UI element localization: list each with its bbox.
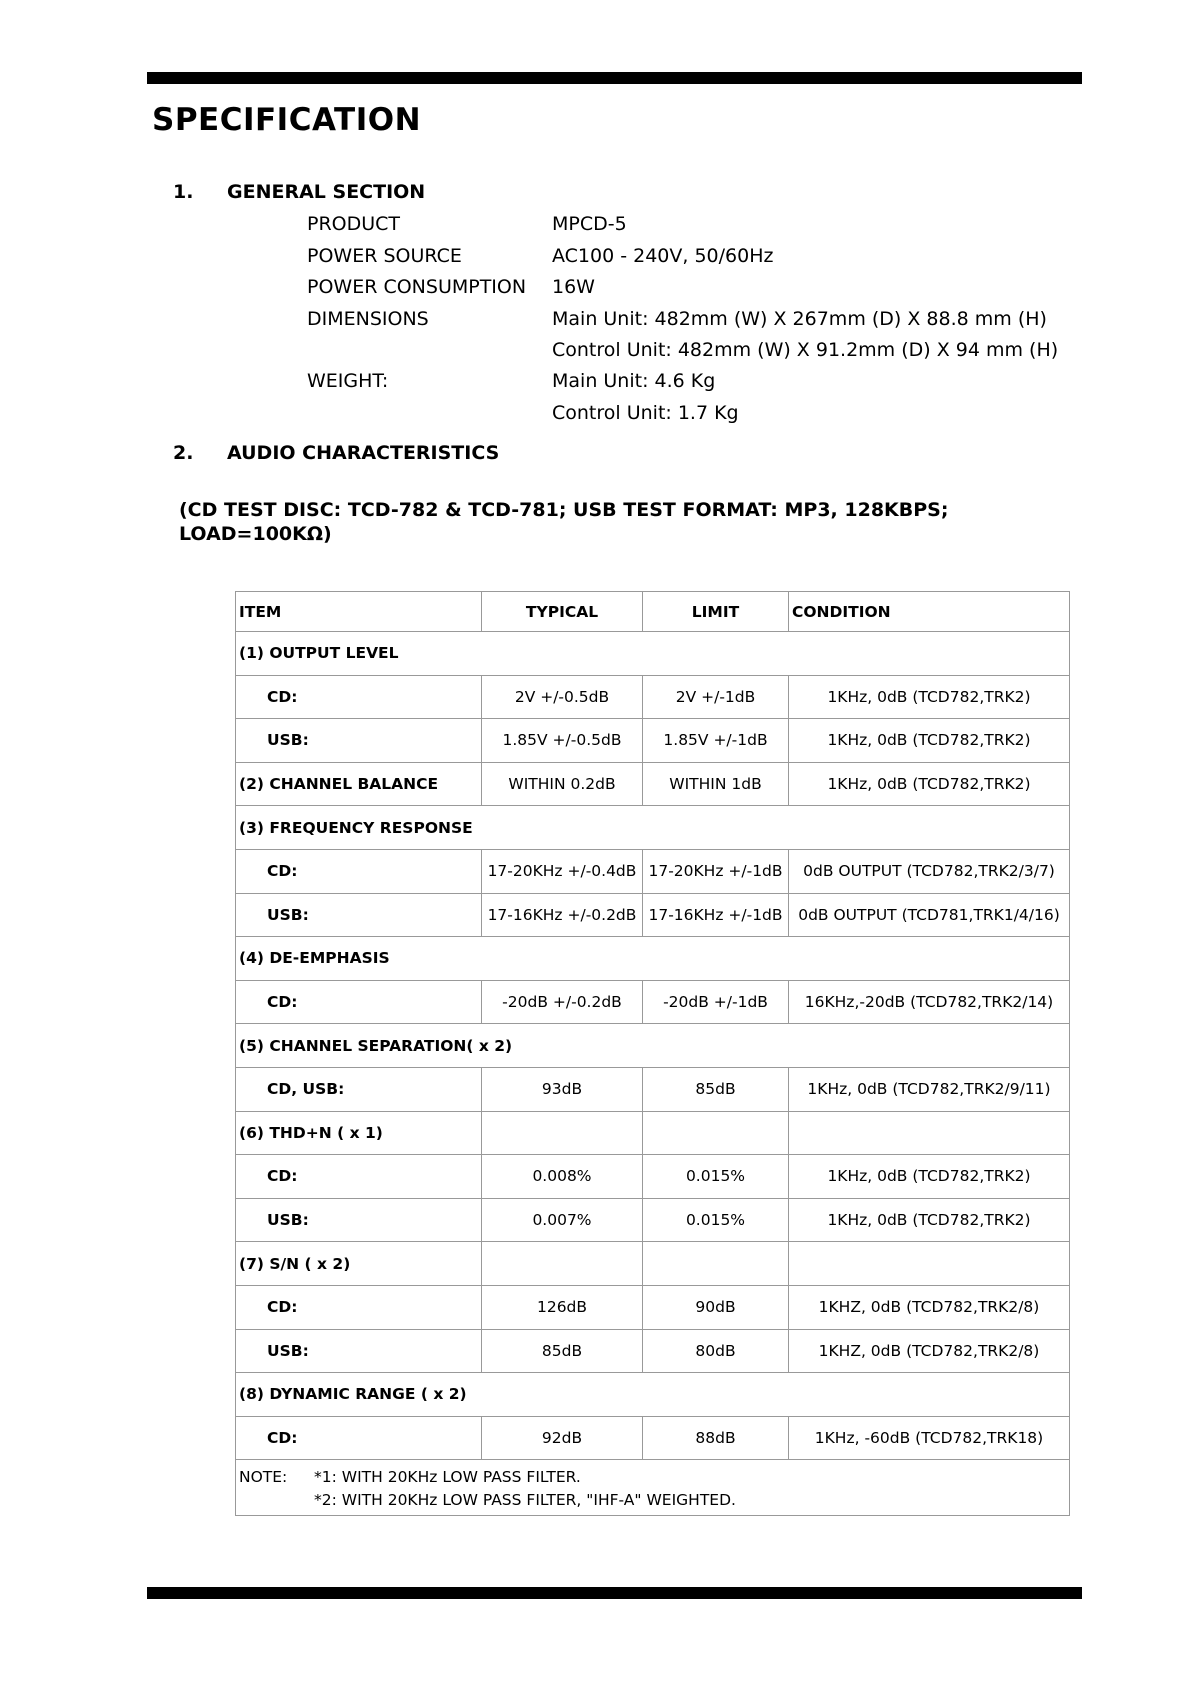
condition-cell: 1KHz, 0dB (TCD782,TRK2) [789,675,1070,719]
item-label: USB: [236,1198,482,1242]
table-row [236,893,1070,937]
table-row [236,1242,1070,1286]
header-limit: LIMIT [643,592,789,632]
condition-cell: 1KHz, 0dB (TCD782,TRK2) [789,719,1070,763]
condition-cell: 1KHz, 0dB (TCD782,TRK2) [789,762,1070,806]
spec-value: Main Unit: 482mm (W) X 267mm (D) X 88.8 mm (H) [552,308,1047,330]
note-line-2 [239,1489,1066,1512]
typical-cell: 0.007% [482,1198,643,1242]
table-row [236,1416,1070,1460]
group-label: (7) S/N ( x 2) [236,1242,482,1286]
item-label: USB: [236,1329,482,1373]
limit-cell: 80dB [643,1329,789,1373]
typical-cell: 92dB [482,1416,643,1460]
typical-cell [482,1242,643,1286]
note-text: *1: WITH 20KHz LOW PASS FILTER. [314,1468,581,1487]
section-1-heading: GENERAL SECTION [227,181,426,203]
condition-cell: 0dB OUTPUT (TCD782,TRK2/3/7) [789,849,1070,893]
test-conditions-line-1: (CD TEST DISC: TCD-782 & TCD-781; USB TEST FORMAT: MP3, 128KBPS; [179,499,949,521]
spec-label: POWER CONSUMPTION [307,276,527,298]
table-row [236,1329,1070,1373]
table-header-row [236,592,1070,632]
table-row [236,1111,1070,1155]
limit-cell: 0.015% [643,1155,789,1199]
spec-value: 16W [552,276,595,298]
condition-cell: 1KHz, -60dB (TCD782,TRK18) [789,1416,1070,1460]
typical-cell: 2V +/-0.5dB [482,675,643,719]
condition-cell: 1KHz, 0dB (TCD782,TRK2) [789,1155,1070,1199]
condition-cell [789,1242,1070,1286]
note-cell [236,1460,1070,1516]
item-label: CD: [236,1155,482,1199]
spec-label: POWER SOURCE [307,245,462,267]
typical-cell: 85dB [482,1329,643,1373]
group-label: (8) DYNAMIC RANGE ( x 2) [236,1373,1070,1417]
group-label: (6) THD+N ( x 1) [236,1111,482,1155]
limit-cell: 1.85V +/-1dB [643,719,789,763]
table-row [236,937,1070,981]
table-row [236,1373,1070,1417]
group-label: (3) FREQUENCY RESPONSE [236,806,1070,850]
condition-cell: 0dB OUTPUT (TCD781,TRK1/4/16) [789,893,1070,937]
table-row [236,675,1070,719]
typical-cell: -20dB +/-0.2dB [482,980,643,1024]
test-conditions-line-2: LOAD=100KΩ) [179,523,332,545]
item-label: CD, USB: [236,1067,482,1111]
item-label: CD: [236,849,482,893]
limit-cell: 2V +/-1dB [643,675,789,719]
table-row [236,719,1070,763]
table-row [236,762,1070,806]
condition-cell: 1KHZ, 0dB (TCD782,TRK2/8) [789,1285,1070,1329]
condition-cell: 1KHz, 0dB (TCD782,TRK2) [789,1198,1070,1242]
limit-cell [643,1111,789,1155]
condition-cell: 1KHz, 0dB (TCD782,TRK2/9/11) [789,1067,1070,1111]
spec-value: Main Unit: 4.6 Kg [552,370,716,392]
limit-cell: 90dB [643,1285,789,1329]
top-rule [147,72,1082,84]
item-label: CD: [236,980,482,1024]
table-row [236,806,1070,850]
spec-value: Control Unit: 1.7 Kg [552,402,739,424]
item-label: USB: [236,893,482,937]
group-label: (1) OUTPUT LEVEL [236,632,1070,676]
typical-cell: 126dB [482,1285,643,1329]
typical-cell: 17-20KHz +/-0.4dB [482,849,643,893]
spec-value: Control Unit: 482mm (W) X 91.2mm (D) X 94 mm (H) [552,339,1059,361]
typical-cell: 93dB [482,1067,643,1111]
typical-cell: 0.008% [482,1155,643,1199]
table-row [236,1285,1070,1329]
group-label: (2) CHANNEL BALANCE [236,762,482,806]
table-row [236,1024,1070,1068]
spec-value: MPCD-5 [552,213,627,235]
limit-cell: 17-20KHz +/-1dB [643,849,789,893]
section-1-number: 1. [173,181,194,203]
item-label: CD: [236,675,482,719]
audio-characteristics-table [235,591,1070,1516]
group-label: (5) CHANNEL SEPARATION( x 2) [236,1024,1070,1068]
limit-cell: 88dB [643,1416,789,1460]
bottom-rule [147,1587,1082,1599]
spec-value: AC100 - 240V, 50/60Hz [552,245,774,267]
item-label: CD: [236,1285,482,1329]
spec-label: PRODUCT [307,213,401,235]
note-row [236,1460,1070,1516]
section-2-heading: AUDIO CHARACTERISTICS [227,442,500,464]
table-row [236,632,1070,676]
typical-cell: 1.85V +/-0.5dB [482,719,643,763]
table-row [236,849,1070,893]
limit-cell [643,1242,789,1286]
table-row [236,1155,1070,1199]
header-condition: CONDITION [789,592,1070,632]
condition-cell: 16KHz,-20dB (TCD782,TRK2/14) [789,980,1070,1024]
header-item: ITEM [236,592,482,632]
group-label: (4) DE-EMPHASIS [236,937,1070,981]
table-row [236,1198,1070,1242]
typical-cell: 17-16KHz +/-0.2dB [482,893,643,937]
note-text: *2: WITH 20KHz LOW PASS FILTER, "IHF-A" WEIGHTED. [314,1491,736,1510]
limit-cell: -20dB +/-1dB [643,980,789,1024]
header-typical: TYPICAL [482,592,643,632]
item-label: CD: [236,1416,482,1460]
spec-label: DIMENSIONS [307,308,429,330]
limit-cell: WITHIN 1dB [643,762,789,806]
table-row [236,980,1070,1024]
limit-cell: 0.015% [643,1198,789,1242]
limit-cell: 17-16KHz +/-1dB [643,893,789,937]
condition-cell: 1KHZ, 0dB (TCD782,TRK2/8) [789,1329,1070,1373]
test-conditions [179,498,1039,546]
note-label: NOTE: [239,1468,288,1487]
spec-label: WEIGHT: [307,370,389,392]
section-2-number: 2. [173,442,194,464]
note-line-1 [239,1466,1066,1489]
page-title: SPECIFICATION [152,102,422,138]
condition-cell [789,1111,1070,1155]
item-label: USB: [236,719,482,763]
limit-cell: 85dB [643,1067,789,1111]
typical-cell [482,1111,643,1155]
typical-cell: WITHIN 0.2dB [482,762,643,806]
table-row [236,1067,1070,1111]
